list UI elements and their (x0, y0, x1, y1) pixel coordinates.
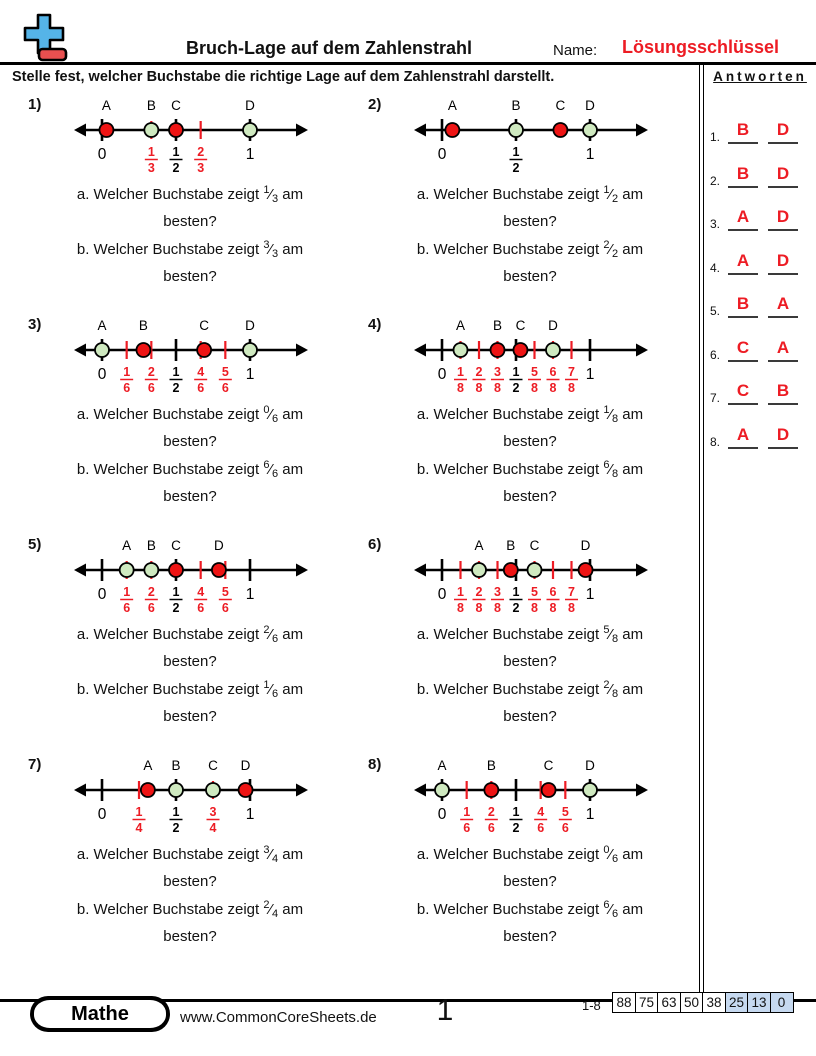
answer-blank (728, 380, 758, 405)
fraction: $^1⁄_6$ (263, 679, 279, 700)
score-range-label: 1-8 (582, 998, 601, 1013)
point-dot-b (144, 563, 158, 577)
minus-shape (39, 49, 66, 60)
fraction: $^6⁄_8$ (603, 459, 619, 480)
answer-number: 4. (710, 260, 721, 275)
svg-text:1: 1 (585, 146, 595, 163)
problem-number: 6) (368, 536, 382, 553)
point-dot-a (445, 123, 459, 137)
svg-text:8: 8 (494, 381, 501, 395)
plus-shape (25, 15, 63, 53)
problem-number: 1) (28, 96, 42, 113)
fraction: $^1⁄_8$ (603, 404, 619, 425)
svg-text:6: 6 (123, 381, 131, 395)
score-cell: 50 (680, 992, 704, 1013)
answer-letter: D (776, 424, 790, 444)
point-dot-c (206, 783, 220, 797)
answer-blank (768, 206, 798, 231)
problem-7 (20, 754, 360, 974)
page-number: 1 (436, 994, 454, 1027)
point-dot-a (141, 783, 155, 797)
answer-letter: D (776, 120, 790, 139)
question-text: b. Welcher Buchstabe zeigt $^1⁄_6$ am besten? (76, 679, 304, 725)
point-dot-b (491, 343, 505, 357)
answers-column (704, 63, 816, 469)
point-letter-b: B (146, 98, 156, 113)
svg-text:6: 6 (147, 601, 155, 615)
answer-row-5 (710, 295, 816, 318)
point-dot-c (169, 123, 183, 137)
svg-text:0: 0 (437, 806, 447, 823)
answer-row-2 (710, 165, 816, 188)
svg-text:3: 3 (147, 161, 155, 175)
svg-text:5: 5 (531, 585, 538, 599)
svg-text:6: 6 (197, 381, 205, 395)
answer-blank (768, 250, 798, 275)
point-letter-c: C (543, 758, 554, 773)
point-letter-d: D (245, 318, 255, 333)
score-cell: 63 (657, 992, 681, 1013)
svg-text:1: 1 (172, 805, 180, 819)
question-text: a. Welcher Buchstabe zeigt $^3⁄_4$ am besten? (76, 844, 304, 890)
problem-8 (360, 754, 700, 974)
svg-text:3: 3 (494, 365, 501, 379)
point-dot-d (583, 783, 597, 797)
svg-text:4: 4 (197, 365, 205, 379)
svg-text:8: 8 (475, 381, 483, 395)
svg-text:4: 4 (537, 805, 545, 819)
point-dot-b (504, 563, 518, 577)
svg-text:1: 1 (585, 586, 595, 603)
fraction: $^2⁄_6$ (263, 624, 279, 645)
score-cell: 0 (770, 992, 794, 1013)
answer-letter: A (776, 337, 790, 357)
svg-text:7: 7 (568, 585, 575, 599)
problem-5 (20, 534, 360, 754)
point-letter-a: A (143, 758, 153, 773)
svg-text:8: 8 (457, 381, 464, 395)
fraction: $^2⁄_8$ (603, 679, 619, 700)
problem-number: 8) (368, 756, 382, 773)
answer-number: 7. (710, 391, 721, 405)
plus-minus-logo-icon (18, 12, 68, 69)
answer-blank (728, 424, 758, 449)
point-letter-b: B (506, 538, 516, 553)
brand-label: Mathe (34, 1000, 166, 1028)
number-line-diagram (72, 536, 310, 618)
svg-text:1: 1 (512, 365, 520, 379)
number-line-diagram (412, 756, 650, 838)
svg-text:2: 2 (487, 805, 495, 819)
point-letter-a: A (474, 538, 484, 553)
answer-number: 1. (710, 130, 721, 144)
svg-text:2: 2 (512, 161, 520, 175)
svg-text:6: 6 (561, 821, 569, 835)
point-dot-a (120, 563, 134, 577)
point-letter-c: C (529, 538, 540, 553)
fraction: $^0⁄_6$ (263, 404, 279, 425)
point-letter-a: A (122, 538, 132, 553)
svg-text:4: 4 (209, 821, 217, 835)
svg-text:1: 1 (512, 585, 520, 599)
svg-text:8: 8 (531, 601, 538, 615)
answer-blank (728, 119, 758, 144)
svg-text:1: 1 (172, 585, 180, 599)
point-letter-d: D (240, 758, 251, 773)
score-cell: 25 (725, 992, 749, 1013)
score-table (612, 992, 794, 1013)
score-cell: 38 (702, 992, 726, 1013)
point-letter-c: C (199, 318, 209, 333)
point-letter-d: D (585, 758, 595, 773)
instruction-text: Stelle fest, welcher Buchstabe die richtige Lage auf dem Zahlenstrahl darstellt. (12, 69, 555, 85)
answer-row-7 (710, 382, 816, 405)
number-line-diagram (412, 316, 650, 398)
point-letter-b: B (492, 318, 503, 333)
svg-text:1: 1 (135, 805, 143, 819)
score-cell: 88 (612, 992, 636, 1013)
question-text: b. Welcher Buchstabe zeigt $^2⁄_2$ am besten? (416, 239, 644, 285)
svg-text:1: 1 (457, 365, 464, 379)
fraction: $^1⁄_3$ (263, 184, 279, 205)
answer-letter: B (736, 163, 750, 183)
svg-text:8: 8 (457, 601, 464, 615)
svg-text:1: 1 (463, 805, 471, 819)
fraction: $^1⁄_2$ (603, 184, 619, 205)
answer-blank (728, 337, 758, 362)
point-letter-c: C (555, 98, 566, 113)
svg-text:5: 5 (531, 365, 538, 379)
svg-text:6: 6 (147, 381, 155, 395)
answers-header: Antworten (713, 69, 807, 84)
point-letter-a: A (437, 758, 447, 773)
answer-number: 5. (710, 304, 721, 318)
svg-text:8: 8 (475, 601, 483, 615)
svg-text:1: 1 (245, 146, 255, 163)
answer-blank (728, 250, 758, 275)
answer-row-3 (710, 208, 816, 231)
point-dot-c (513, 343, 527, 357)
answer-letter: B (736, 120, 750, 139)
answer-blank (768, 337, 798, 362)
point-letter-a: A (447, 98, 457, 113)
svg-text:8: 8 (568, 381, 575, 395)
svg-text:1: 1 (123, 585, 131, 599)
point-letter-c: C (171, 98, 181, 113)
number-line-diagram (72, 316, 310, 398)
problem-2 (360, 94, 700, 314)
svg-text:2: 2 (147, 365, 155, 379)
point-dot-a (454, 343, 468, 357)
point-dot-c (197, 343, 211, 357)
fraction: $^3⁄_3$ (263, 239, 279, 260)
answer-blank (728, 293, 758, 318)
svg-text:2: 2 (512, 381, 520, 395)
svg-text:1: 1 (245, 366, 255, 383)
answer-row-4 (710, 252, 816, 275)
svg-text:1: 1 (172, 365, 180, 379)
svg-text:2: 2 (512, 601, 520, 615)
score-cell: 13 (747, 992, 771, 1013)
answer-letter: A (736, 424, 750, 444)
fraction: $^0⁄_6$ (603, 844, 619, 865)
svg-text:1: 1 (172, 145, 180, 159)
answer-blank (768, 293, 798, 318)
answer-letter: C (736, 381, 750, 400)
problem-6 (360, 534, 700, 754)
svg-text:5: 5 (561, 805, 569, 819)
question-text: b. Welcher Buchstabe zeigt $^6⁄_6$ am besten? (76, 459, 304, 505)
svg-text:3: 3 (197, 161, 205, 175)
svg-text:6: 6 (123, 601, 131, 615)
website-url: www.CommonCoreSheets.de (180, 1009, 377, 1026)
svg-text:1: 1 (123, 365, 131, 379)
point-letter-d: D (245, 98, 255, 113)
svg-text:8: 8 (549, 381, 557, 395)
svg-text:2: 2 (512, 821, 520, 835)
answer-blank (768, 380, 798, 405)
answer-blank (768, 163, 798, 188)
problem-number: 7) (28, 756, 42, 773)
svg-text:2: 2 (172, 601, 180, 615)
fraction: $^3⁄_4$ (263, 844, 279, 865)
svg-text:5: 5 (221, 585, 229, 599)
point-dot-b (144, 123, 158, 137)
point-dot-d (546, 343, 560, 357)
svg-text:3: 3 (209, 805, 217, 819)
question-text: a. Welcher Buchstabe zeigt $^1⁄_8$ am besten? (416, 404, 644, 450)
svg-text:6: 6 (197, 601, 205, 615)
point-letter-c: C (171, 538, 181, 553)
number-line-diagram (72, 756, 310, 838)
fraction: $^2⁄_2$ (603, 239, 619, 260)
svg-text:8: 8 (494, 601, 501, 615)
point-dot-d (583, 123, 597, 137)
question-text: b. Welcher Buchstabe zeigt $^3⁄_3$ am besten? (76, 239, 304, 285)
svg-text:0: 0 (97, 806, 107, 823)
answer-blank (768, 424, 798, 449)
svg-text:6: 6 (549, 585, 557, 599)
fraction: $^6⁄_6$ (263, 459, 279, 480)
problem-number: 2) (368, 96, 382, 113)
svg-text:1: 1 (245, 806, 255, 823)
point-letter-d: D (214, 538, 224, 553)
answer-blank (728, 163, 758, 188)
svg-text:2: 2 (172, 381, 180, 395)
point-dot-d (243, 123, 257, 137)
svg-text:6: 6 (463, 821, 471, 835)
score-cell: 75 (635, 992, 659, 1013)
answer-letter: D (776, 207, 790, 226)
svg-text:1: 1 (245, 586, 255, 603)
answer-number: 6. (710, 347, 721, 362)
answer-letter: D (776, 250, 790, 270)
point-dot-d (239, 783, 253, 797)
svg-text:0: 0 (97, 366, 107, 383)
point-letter-b: B (486, 758, 496, 773)
number-line-diagram (72, 96, 310, 178)
answer-key-label: Lösungsschlüssel (622, 37, 780, 57)
svg-text:6: 6 (549, 365, 557, 379)
question-text: a. Welcher Buchstabe zeigt $^1⁄_2$ am besten? (416, 184, 644, 230)
svg-text:4: 4 (197, 585, 205, 599)
answers-list (704, 121, 816, 449)
point-letter-a: A (455, 318, 466, 333)
answer-number: 8. (710, 434, 721, 449)
svg-text:1: 1 (457, 585, 464, 599)
problem-number: 4) (368, 316, 382, 333)
header-rule (0, 62, 816, 65)
svg-text:2: 2 (147, 585, 155, 599)
question-text: a. Welcher Buchstabe zeigt $^1⁄_3$ am besten? (76, 184, 304, 230)
svg-text:1: 1 (147, 145, 155, 159)
svg-text:4: 4 (135, 821, 143, 835)
answer-letter: B (776, 381, 790, 400)
point-dot-d (212, 563, 226, 577)
svg-text:8: 8 (549, 601, 557, 615)
point-letter-c: C (515, 318, 526, 333)
point-letter-b: B (511, 98, 521, 113)
point-dot-d (579, 563, 593, 577)
name-label: Name: (553, 42, 598, 59)
point-dot-c (553, 123, 567, 137)
point-dot-c (542, 783, 556, 797)
point-dot-c (169, 563, 183, 577)
question-text: a. Welcher Buchstabe zeigt $^0⁄_6$ am besten? (76, 404, 304, 450)
question-text: b. Welcher Buchstabe zeigt $^6⁄_6$ am besten? (416, 899, 644, 945)
question-text: b. Welcher Buchstabe zeigt $^2⁄_8$ am besten? (416, 679, 644, 725)
number-line-diagram (412, 96, 650, 178)
question-text: b. Welcher Buchstabe zeigt $^6⁄_8$ am besten? (416, 459, 644, 505)
point-letter-d: D (585, 98, 595, 113)
answer-letter: C (736, 337, 750, 357)
fraction: $^2⁄_4$ (263, 899, 279, 920)
answer-row-6 (710, 339, 816, 362)
svg-text:8: 8 (568, 601, 575, 615)
point-dot-a (99, 123, 113, 137)
answer-letter: A (736, 207, 750, 226)
svg-text:6: 6 (537, 821, 545, 835)
svg-text:0: 0 (97, 146, 107, 163)
point-dot-b (169, 783, 183, 797)
svg-text:5: 5 (221, 365, 229, 379)
fraction: $^5⁄_8$ (603, 624, 619, 645)
svg-text:2: 2 (475, 585, 483, 599)
answer-blank (728, 206, 758, 231)
answer-letter: A (736, 250, 750, 270)
point-dot-a (472, 563, 486, 577)
problem-3 (20, 314, 360, 534)
problems-grid (20, 94, 700, 974)
svg-text:8: 8 (531, 381, 538, 395)
point-dot-b (484, 783, 498, 797)
svg-text:6: 6 (221, 601, 229, 615)
point-letter-b: B (138, 318, 148, 333)
svg-text:2: 2 (172, 161, 180, 175)
answer-number: 3. (710, 217, 721, 231)
question-text: a. Welcher Buchstabe zeigt $^2⁄_6$ am besten? (76, 624, 304, 670)
problem-number: 5) (28, 536, 42, 553)
svg-text:1: 1 (585, 366, 595, 383)
svg-text:1: 1 (512, 145, 520, 159)
point-dot-b (509, 123, 523, 137)
number-line-diagram (412, 536, 650, 618)
point-letter-d: D (548, 318, 558, 333)
point-dot-b (136, 343, 150, 357)
svg-text:0: 0 (437, 586, 447, 603)
point-dot-d (243, 343, 257, 357)
problem-1 (20, 94, 360, 314)
point-letter-a: A (101, 98, 111, 113)
answer-letter: A (776, 294, 790, 313)
svg-text:6: 6 (221, 381, 229, 395)
question-text: b. Welcher Buchstabe zeigt $^2⁄_4$ am besten? (76, 899, 304, 945)
problem-4 (360, 314, 700, 534)
point-letter-b: B (171, 758, 181, 773)
answer-row-8 (710, 426, 816, 449)
point-dot-c (528, 563, 542, 577)
svg-text:7: 7 (568, 365, 575, 379)
svg-text:1: 1 (512, 805, 520, 819)
svg-text:0: 0 (97, 586, 107, 603)
svg-text:0: 0 (437, 146, 447, 163)
svg-text:1: 1 (585, 806, 595, 823)
point-letter-d: D (580, 538, 591, 553)
point-letter-b: B (146, 538, 156, 553)
page-title: Bruch-Lage auf dem Zahlenstrahl (186, 38, 473, 58)
fraction: $^6⁄_6$ (603, 899, 619, 920)
question-text: a. Welcher Buchstabe zeigt $^5⁄_8$ am besten? (416, 624, 644, 670)
svg-text:3: 3 (494, 585, 501, 599)
point-dot-a (95, 343, 109, 357)
svg-text:0: 0 (437, 366, 447, 383)
answer-row-1 (710, 121, 816, 144)
problem-number: 3) (28, 316, 42, 333)
svg-text:2: 2 (172, 821, 180, 835)
answer-letter: D (776, 163, 790, 183)
svg-text:6: 6 (487, 821, 495, 835)
svg-text:2: 2 (197, 145, 205, 159)
point-letter-c: C (208, 758, 218, 773)
answer-number: 2. (710, 173, 721, 188)
point-dot-a (435, 783, 449, 797)
svg-text:2: 2 (475, 365, 483, 379)
question-text: a. Welcher Buchstabe zeigt $^0⁄_6$ am besten? (416, 844, 644, 890)
answer-blank (768, 119, 798, 144)
brand-badge (30, 996, 170, 1032)
answer-letter: B (736, 294, 750, 313)
point-letter-a: A (97, 318, 107, 333)
